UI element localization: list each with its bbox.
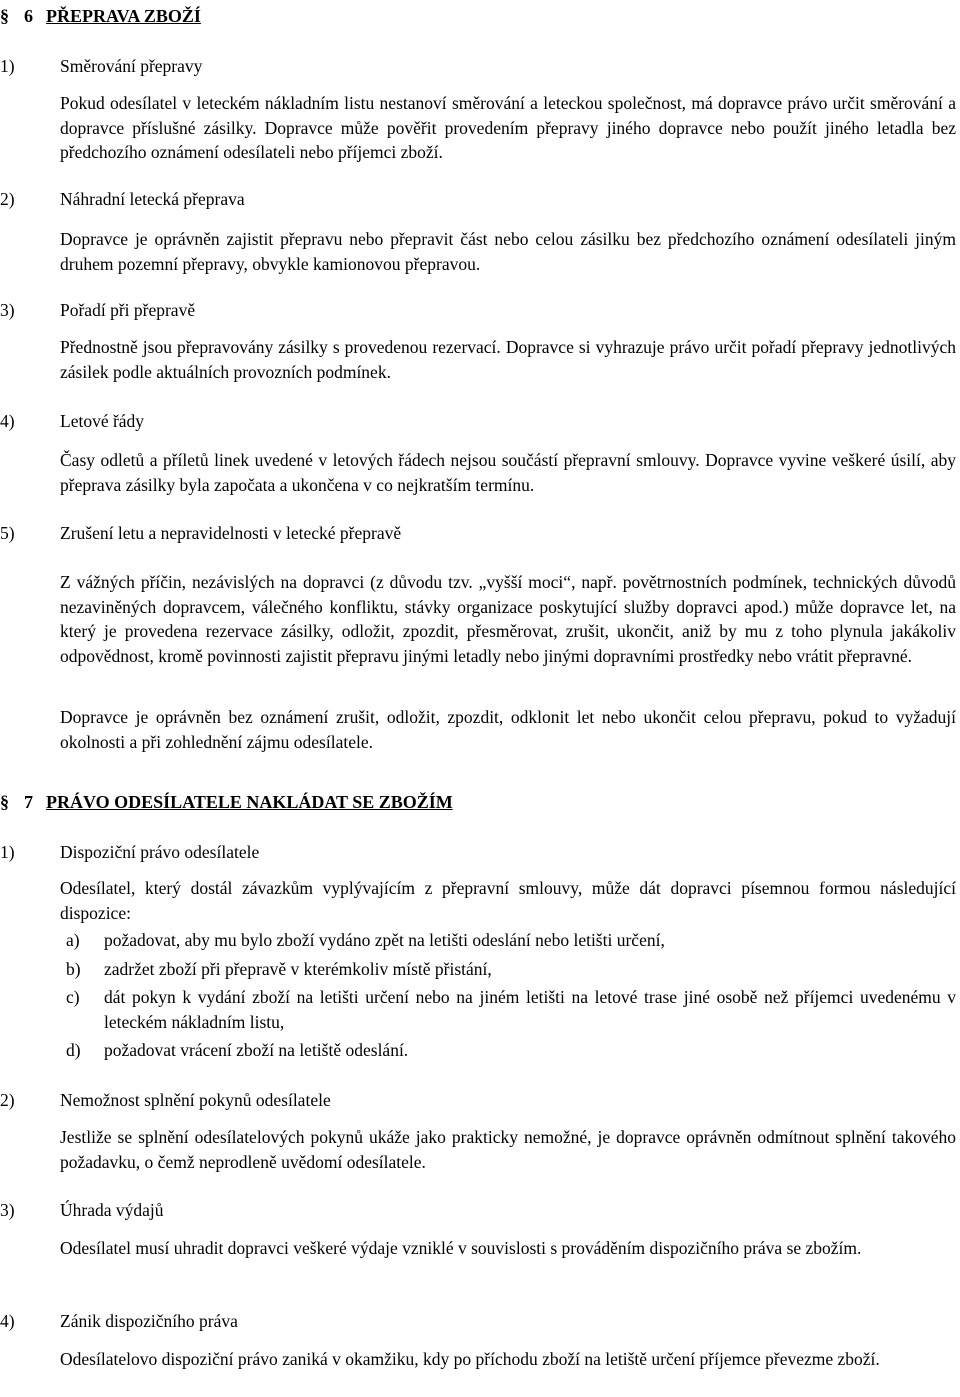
subsection-heading [0,298,195,323]
subsection-title: Směrování přepravy [60,56,203,76]
subsection-title: Pořadí při přepravě [60,300,196,320]
subsection-heading [0,409,144,434]
section-6-heading [0,4,201,29]
paragraph: Dopravce je oprávněn bez oznámení zrušit, odložit, zpozdit, odklonit let nebo ukončit celou přepravu, pokud to vyžadují okolnosti a při zohlednění zájmu odesílatele. [60,707,956,752]
subsection-heading [0,54,202,79]
section-7-heading [0,790,453,815]
list-marker: b) [66,958,81,979]
paragraph: Dopravce je oprávněn zajistit přepravu nebo přepravit část nebo celou zásilku bez předchozího oznámení odesílateli jiným druhem pozemní přepravy, obvykle kamionovou přepravou. [60,229,956,274]
subsection-number: 3) [0,1200,15,1220]
subsection-title: Zrušení letu a nepravidelnosti v letecké přepravě [60,523,402,543]
list-item [60,985,956,1034]
paragraph: Časy odletů a příletů linek uvedené v letových řádech nejsou součástí přepravní smlouvy. Dopravce vyvine veškeré úsilí, aby přeprava zásilky byla započata a ukončena v co nejkratším termínu. [60,450,956,495]
dispositions-list [60,928,956,1063]
subsection-title: Zánik dispozičního práva [60,1311,238,1331]
list-marker: d) [66,1040,81,1060]
subsection-title: Letové řády [60,411,145,431]
subsection-number: 1) [0,842,15,862]
paragraph: Pokud odesílatel v leteckém nákladním listu nestanoví směrování a leteckou společnost, má dopravce právo určit směrování a dopravce příslušné zásilky. Dopravce může pověřit provedením přepravy jiného dopravce nebo použít jiného letadla bez předchozího oznámení odesílateli nebo příjemci zboží. [60,93,956,162]
subsection-number: 4) [0,1311,15,1331]
list-item-text: požadovat, aby mu bylo zboží vydáno zpět na letišti odeslání nebo letišti určení, [104,930,665,950]
section-title: PŘEPRAVA ZBOŽÍ [46,6,201,26]
section-number: 6 [24,6,33,26]
section-symbol: § [0,6,9,26]
paragraph: Jestliže se splnění odesílatelových pokynů ukáže jako prakticky nemožné, je dopravce oprávněn odmítnout splnění takového požadavku, o čemž neprodleně uvědomí odesílatele. [60,1127,956,1172]
subsection-number: 2) [0,1090,15,1110]
list-item [60,957,956,982]
subsection-heading [0,1198,164,1223]
paragraph: Z vážných příčin, nezávislých na dopravci (z důvodu tzv. „vyšší moci“, např. povětrnostních podmínek, technických důvodů nezaviněných dopravcem, válečného konfliktu, stávky organizace poskytující služby dopravci apod.) může dopravce let, na který je provedena rezervace zásilky, odložit, zpozdit, přesměrovat, zrušit, ukončit, aniž by mu z toho plynula jakákoliv odpovědnost, kromě povinnosti zajistit přepravu jinými letadly nebo jinými dopravními prostředky nebo vrátit přepravné. [60,572,956,666]
subsection-number: 5) [0,523,15,543]
subsection-heading [0,521,401,546]
paragraph: Přednostně jsou přepravovány zásilky s provedenou rezervací. Dopravce si vyhrazuje právo určit pořadí přepravy jednotlivých zásilek podle aktuálních provozních podmínek. [60,337,956,382]
subsection-title: Úhrada výdajů [60,1200,164,1220]
paragraph: Odesílatel, který dostál závazkům vyplývajícím z přepravní smlouvy, může dát dopravci písemnou formou následující dispozice: [60,878,956,923]
list-item-text: dát pokyn k vydání zboží na letišti určení nebo na jiném letišti na letové trase jiné osobě než příjemci uvedenému v leteckém nákladním listu, [104,987,956,1032]
list-marker: a) [66,930,80,950]
paragraph: Odesílatelovo dispoziční právo zaniká v okamžiku, kdy po příchodu zboží na letiště určení příjemce převezme zboží. [60,1349,880,1369]
subsection-heading [0,840,259,865]
subsection-title: Dispoziční právo odesílatele [60,842,260,862]
subsection-title: Náhradní letecká přeprava [60,189,245,209]
paragraph: Odesílatel musí uhradit dopravci veškeré výdaje vzniklé v souvislosti s prováděním dispozičního práva se zbožím. [60,1238,862,1258]
subsection-heading [0,1309,238,1334]
subsection-number: 3) [0,300,15,320]
section-number: 7 [24,792,33,812]
section-title: PRÁVO ODESÍLATELE NAKLÁDAT SE ZBOŽÍM [46,792,453,812]
list-marker: c) [66,987,80,1007]
subsection-number: 4) [0,411,15,431]
subsection-heading [0,187,245,212]
subsection-number: 1) [0,56,15,76]
subsection-number: 2) [0,189,15,209]
list-item-text: požadovat vrácení zboží na letiště odeslání. [104,1040,409,1060]
subsection-title: Nemožnost splnění pokynů odesílatele [60,1090,331,1110]
list-item [60,1038,956,1063]
section-symbol: § [0,792,9,812]
subsection-heading [0,1088,331,1113]
list-item-text: zadržet zboží při přepravě v kterémkoliv místě přistání, [104,958,492,979]
list-item [60,928,956,953]
